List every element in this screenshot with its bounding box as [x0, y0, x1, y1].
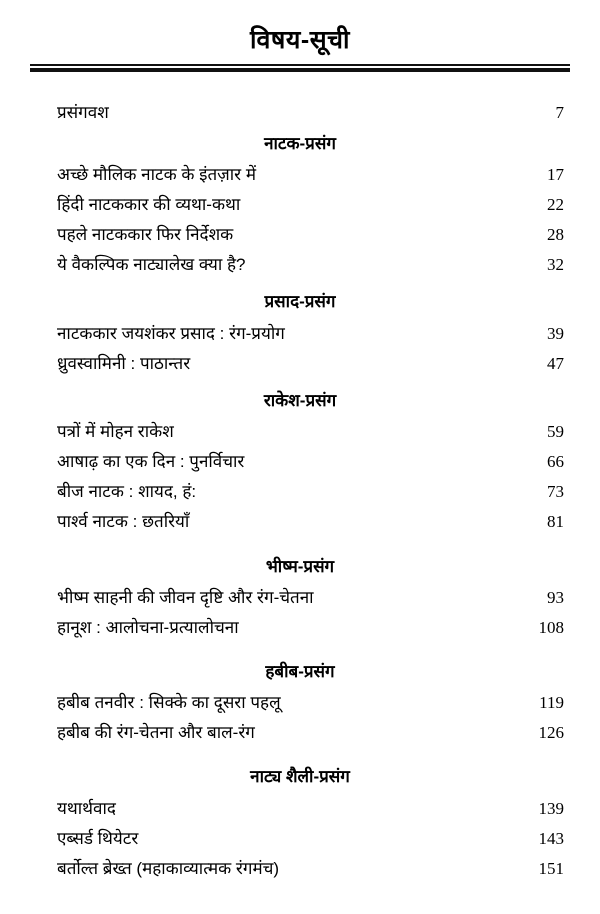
toc-entry[interactable] [30, 190, 570, 220]
toc-entry-page-number: 143 [538, 828, 564, 848]
toc-entry-page-number: 22 [547, 195, 564, 215]
toc-entry[interactable] [30, 718, 570, 748]
toc-entry-page-number: 93 [547, 587, 564, 607]
toc-entry-title: यथार्थवाद [57, 798, 116, 818]
toc-section-heading: नाट्य शैली-प्रसंग [250, 767, 350, 787]
toc-entry[interactable] [30, 160, 570, 190]
toc-entry-page-number: 139 [538, 798, 564, 818]
toc-entry-page-number: 32 [547, 255, 564, 275]
toc-entry-page-number: 28 [547, 225, 564, 245]
title-block [0, 26, 600, 55]
toc-entry-title: एब्सर्ड थियेटर [57, 828, 139, 848]
toc-entry[interactable] [30, 583, 570, 613]
toc-entry-title: पार्श्व नाटक : छतरियाँ [57, 512, 190, 532]
page-title: विषय-सूची [250, 26, 350, 54]
toc-entry[interactable] [30, 220, 570, 250]
header-divider [30, 64, 570, 72]
toc-entry-page-number: 151 [538, 858, 564, 878]
toc-entry-title: बीज नाटक : शायद, हं: [57, 482, 197, 502]
toc-entry[interactable] [30, 477, 570, 507]
toc-entry-title: हबीब तनवीर : सिक्के का दूसरा पहलू [57, 693, 281, 713]
toc-entry[interactable] [30, 824, 570, 854]
toc-entry-page-number: 39 [547, 323, 564, 343]
toc-section-heading: हबीब-प्रसंग [265, 661, 335, 681]
toc-entry[interactable] [30, 507, 570, 537]
toc-entry-title: हिंदी नाटककार की व्यथा-कथा [57, 195, 241, 215]
toc-entry[interactable] [30, 319, 570, 349]
toc-entry-page-number: 7 [555, 102, 564, 122]
toc-section-entries [30, 160, 570, 280]
toc-entry-title: बर्तोल्त ब्रेख्त (महाकाव्यात्मक रंगमंच) [57, 858, 280, 878]
toc-section-heading: राकेश-प्रसंग [263, 390, 337, 410]
toc-entry-page-number: 126 [538, 723, 564, 743]
toc-entry-title: भीष्म साहनी की जीवन दृष्टि और रंग-चेतना [57, 587, 314, 607]
toc-section-entries [30, 583, 570, 643]
toc-entry[interactable] [30, 688, 570, 718]
toc-entry-title: प्रसंगवश [57, 102, 109, 122]
toc-entry-title: ध्रुवस्वामिनी : पाठान्तर [57, 353, 191, 373]
toc-entry-page-number: 119 [539, 693, 564, 713]
toc-entry-title: पत्रों में मोहन राकेश [57, 422, 174, 442]
toc-entry[interactable] [30, 854, 570, 884]
toc-entry-title: पहले नाटककार फिर निर्देशक [57, 225, 234, 245]
toc-section-heading: भीष्म-प्रसंग [265, 556, 335, 576]
toc-entry-title: अच्छे मौलिक नाटक के इंतज़ार में [57, 165, 257, 185]
toc-entry[interactable] [30, 794, 570, 824]
toc-entry-title: आषाढ़ का एक दिन : पुनर्विचार [57, 452, 245, 472]
toc-section-entries [30, 794, 570, 884]
toc-entry-page-number: 73 [547, 482, 564, 502]
toc-entry[interactable] [30, 98, 570, 126]
toc-entry[interactable] [30, 417, 570, 447]
toc-entry-page-number: 108 [538, 617, 564, 637]
toc-section-heading: प्रसाद-प्रसंग [264, 292, 336, 312]
table-of-contents [30, 72, 570, 884]
toc-section-heading: नाटक-प्रसंग [264, 133, 336, 153]
toc-entry[interactable] [30, 613, 570, 643]
toc-entry[interactable] [30, 447, 570, 477]
toc-entry-title: ये वैकल्पिक नाट्यालेख क्या है? [57, 255, 246, 275]
toc-entry-title: नाटककार जयशंकर प्रसाद : रंग-प्रयोग [57, 323, 285, 343]
toc-entry-title: हानूश : आलोचना-प्रत्यालोचना [57, 617, 239, 637]
toc-entry[interactable] [30, 250, 570, 280]
toc-entry-page-number: 66 [547, 452, 564, 472]
toc-section-entries [30, 417, 570, 537]
toc-entry-page-number: 17 [547, 165, 564, 185]
toc-entry[interactable] [30, 349, 570, 379]
toc-entry-title: हबीब की रंग-चेतना और बाल-रंग [57, 723, 255, 743]
toc-section-entries [30, 319, 570, 379]
toc-section-entries [30, 688, 570, 748]
toc-entry-page-number: 59 [547, 422, 564, 442]
toc-entry-page-number: 47 [547, 353, 564, 373]
toc-entry-page-number: 81 [547, 512, 564, 532]
